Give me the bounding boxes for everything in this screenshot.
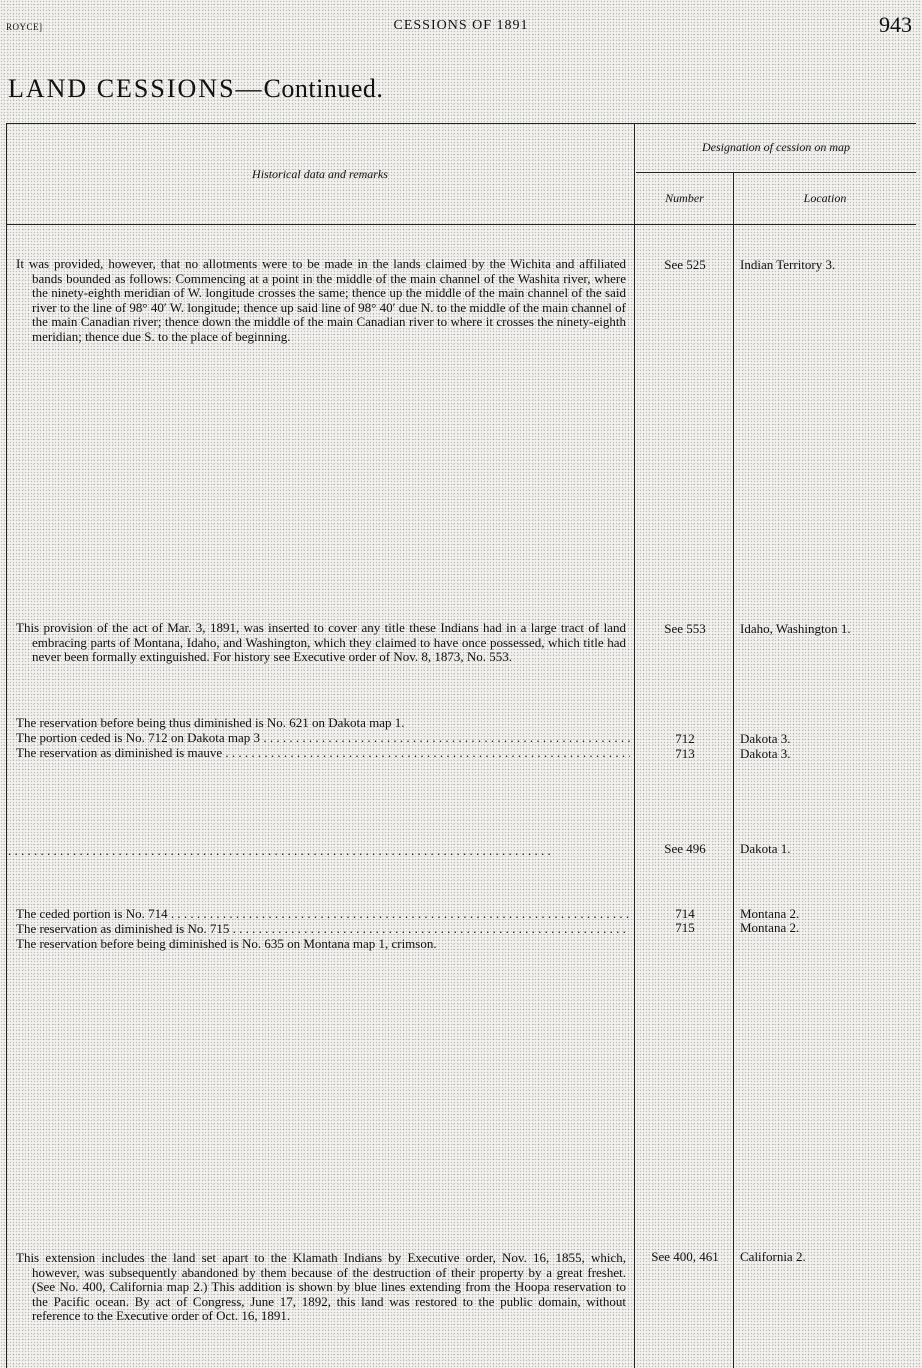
cession-location: Indian Territory 3. <box>740 257 836 272</box>
cession-location: California 2. <box>740 1249 806 1264</box>
remark-line: The reservation as diminished is No. 715 . . . <box>16 922 630 936</box>
cession-number: See 553 <box>664 621 706 636</box>
section-title-dash: — <box>235 74 264 103</box>
remark-entry-act-1891: This provision of the act of Mar. 3, 1891, was inserted to cover any title these Indians had in a large tract of land embracing parts of Montana, Idaho, and Washington, which they claimed to have once possessed, which title had never been formally extinguished. For history see Executive order of Nov. 8, 1873, No. 553. <box>16 620 626 665</box>
cession-number: See 400, 461 <box>651 1249 719 1264</box>
cession-number: 712 <box>675 731 695 746</box>
column-header-remarks: Historical data and remarks <box>252 167 388 181</box>
leader-dots: . . . . . . . . . . . . . . . . . . . . . . . . . . . . . . . . . . . . . . . . . . . . . . . . . . . . . . . . . . . . . . . . . . . . . . . . . . . . . . . . . . . . <box>8 843 551 858</box>
cession-location: Idaho, Washington 1. <box>740 621 851 636</box>
cession-location: Montana 2. <box>740 920 800 935</box>
remark-line: The portion ceded is No. 712 on Dakota map 3 . . . <box>16 731 630 745</box>
cession-location: Montana 2. <box>740 906 800 921</box>
cession-location: Dakota 3. <box>740 746 791 761</box>
table-top-rule <box>6 123 916 124</box>
page-number: 943 <box>879 12 912 37</box>
section-title <box>8 74 383 104</box>
remark-entry-klamath: This extension includes the land set apart to the Klamath Indians by Executive order, Nov. 16, 1855, which, however, was subsequently abandoned by them because of the destruction of their property by a great freshet. (See No. 400, California map 2.) This addition is shown by blue lines extending from the Hoopa reservation to the Pacific ocean. By act of Congress, June 17, 1892, this land was restored to the public domain, without reference to the Executive order of Oct. 16, 1891. <box>16 1250 626 1324</box>
number-column-rule <box>733 172 734 1368</box>
section-title-continued: Continued. <box>263 74 384 103</box>
cession-number: 715 <box>675 920 695 935</box>
remark-line: The reservation before being diminished is No. 635 on Montana map 1, crimson. <box>16 937 437 951</box>
cession-number: 713 <box>675 746 695 761</box>
cession-number: See 525 <box>664 257 706 272</box>
cession-location: Dakota 1. <box>740 841 791 856</box>
remark-line: The reservation before being thus diminished is No. 621 on Dakota map 1. <box>16 716 405 730</box>
remark-line: The ceded portion is No. 714 . . . <box>16 907 630 921</box>
running-head-title: CESSIONS OF 1891 <box>393 18 529 33</box>
cession-number: 714 <box>675 906 695 921</box>
column-header-number: Number <box>665 191 704 205</box>
section-title-main: LAND CESSIONS <box>8 74 236 103</box>
cession-number: See 496 <box>664 841 706 856</box>
table-left-rule <box>6 123 7 1368</box>
remark-entry-wichita: It was provided, however, that no allotments were to be made in the lands claimed by the Wichita and affiliated bands bounded as follows: Commencing at a point in the middle of the main channel of the Washita river, where the ninety-eighth meridian of W. longitude crosses the same; thence up the middle of the main channel of the said river to the line of 98° 40′ W. longitude; thence up said line of 98° 40′ due N. to the middle of the main channel of the main Canadian river; thence down the middle of the main Canadian river to where it crosses the ninety-eighth meridian; thence due S. to the place of beginning. <box>16 256 626 344</box>
cession-location: Dakota 3. <box>740 731 791 746</box>
header-bottom-rule <box>6 224 916 225</box>
designation-under-rule <box>636 172 916 173</box>
column-header-location: Location <box>803 191 847 205</box>
running-head-author: ROYCE] <box>6 22 43 32</box>
remarks-column-rule <box>634 123 635 1368</box>
remark-line: The reservation as diminished is mauve . . . <box>16 746 630 760</box>
column-header-designation: Designation of cession on map <box>702 140 850 154</box>
